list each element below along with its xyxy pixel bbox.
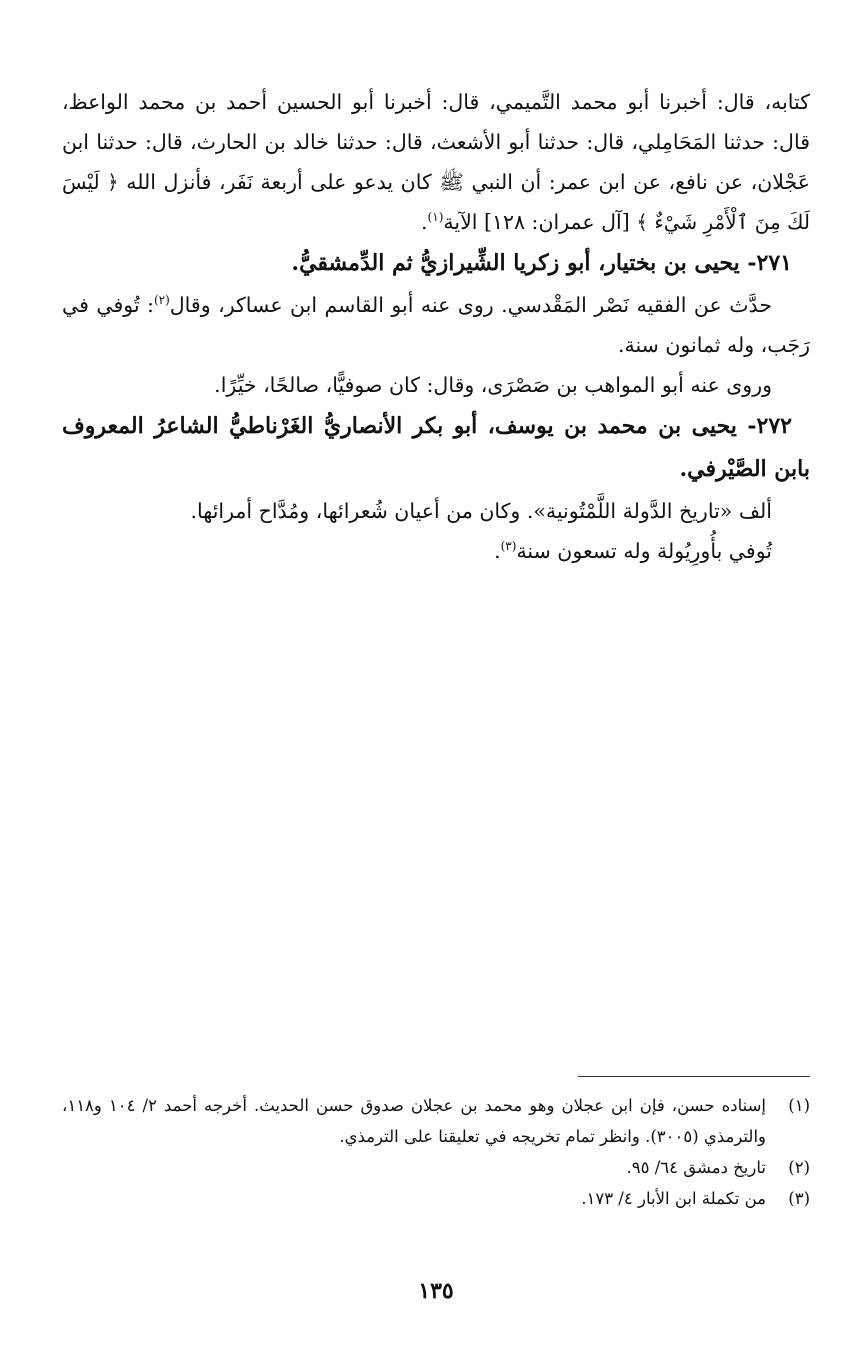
entry-271-number: ٢٧١- (747, 250, 792, 276)
isnad-text: كتابه، قال: أخبرنا أبو محمد التَّميمي، قال: أخبرنا أبو الحسين أحمد بن محمد الواعظ، قال: حدثنا المَحَامِلي، قال: حدثنا أبو الأشعث، قال: حدثنا خالد بن الحارث، قال: حدثنا ابن عَجْلان، عن نافع، عن ابن عمر: أن النبي ﷺ كان يدعو على أربعة نَفَر، فأنزل الله (62, 90, 810, 194)
footnote-3 (62, 1183, 810, 1214)
book-page (62, 0, 810, 1369)
entry-271-paragraph-a (62, 285, 810, 365)
entry-272-title: يحيى بن محمد بن يوسف، أبو بكر الأنصاريُّ الغَرْناطيُّ الشاعرُ المعروف بابن الصَّيْرفي. (62, 413, 810, 482)
isnad-text-end: [آل عمران: ١٢٨] الآية (443, 210, 630, 234)
entry-271-title: يحيى بن بختيار، أبو زكريا الشِّيرازيُّ ثم الدِّمشقيُّ. (291, 250, 740, 276)
page-number: ١٣٥ (418, 1278, 454, 1304)
entry-271-text-a: حدَّث عن الفقيه نَصْر المَقْدسي. روى عنه أبو القاسم ابن عساكر، وقال (169, 293, 772, 317)
entry-271-text-a-end: : تُوفي في رَجَب، وله ثمانون سنة. (62, 293, 810, 357)
footnote-text: تاريخ دمشق ٦٤/ ٩٥. (626, 1158, 766, 1177)
entry-271-heading (62, 242, 810, 285)
entry-272-paragraph-b (62, 531, 810, 571)
entry-271-text-b: وروى عنه أبو المواهب بن صَصْرَى، وقال: كان صوفيًّا، صالحًا، خيِّرًا. (214, 373, 772, 397)
footnote-text: إسناده حسن، فإن ابن عجلان وهو محمد بن عجلان صدوق حسن الحديث. أخرجه أحمد ٢/ ١٠٤ و١١٨، والترمذي (٣٠٠٥). وانظر تمام تخريجه في تعليقنا على الترمذي. (62, 1096, 767, 1146)
footnote-number: (١) (788, 1096, 810, 1115)
entry-272-heading (62, 405, 810, 491)
footnote-2 (62, 1152, 810, 1183)
entry-272-text-b-end: . (494, 539, 501, 563)
footnote-divider (578, 1076, 810, 1077)
entry-272-text-b: تُوفي بأُورِيُولة وله تسعون سنة (516, 539, 772, 563)
isnad-paragraph: كتابه، قال: أخبرنا أبو محمد التَّميمي، قال: أخبرنا أبو الحسين أحمد بن محمد الواعظ، قال: حدثنا المَحَامِلي، قال: حدثنا أبو الأشعث، قال: حدثنا خالد بن الحارث، قال: حدثنا ابن عَجْلان، عن نافع، عن ابن عمر: أن النبي ﷺ كان يدعو على أربعة نَفَر، فأنزل الله ﴿ لَيْسَ لَكَ مِنَ ٱلْأَمْرِ شَيْءٌ ﴾ [آل عمران: ١٢٨] الآية$^{(١)}$. (62, 90, 810, 234)
main-text (62, 82, 810, 571)
entry-272-paragraph-a (62, 491, 810, 531)
footnote-number: (٣) (788, 1189, 810, 1208)
footnote-ref-3[interactable]: (٣) (500, 539, 517, 554)
footnotes (62, 1090, 810, 1214)
quran-verse: ﴿ لَيْسَ لَكَ مِنَ ٱلْأَمْرِ شَيْءٌ ﴾ (62, 170, 810, 234)
entry-272-text-a: ألف «تاريخ الدَّولة اللَّمْتُونية». وكان من أعيان شُعرائها، ومُدَّاح أمرائها. (190, 499, 772, 523)
footnote-text: من تكملة ابن الأبار ٤/ ١٧٣. (581, 1189, 766, 1208)
footnote-number: (٢) (788, 1158, 810, 1177)
footnote-1 (62, 1090, 810, 1152)
entry-272-number: ٢٧٢- (747, 413, 792, 439)
footnote-ref-1[interactable]: (١) (427, 210, 444, 225)
entry-271-paragraph-b (62, 365, 810, 405)
footnote-ref-2[interactable]: (٢) (153, 293, 170, 308)
